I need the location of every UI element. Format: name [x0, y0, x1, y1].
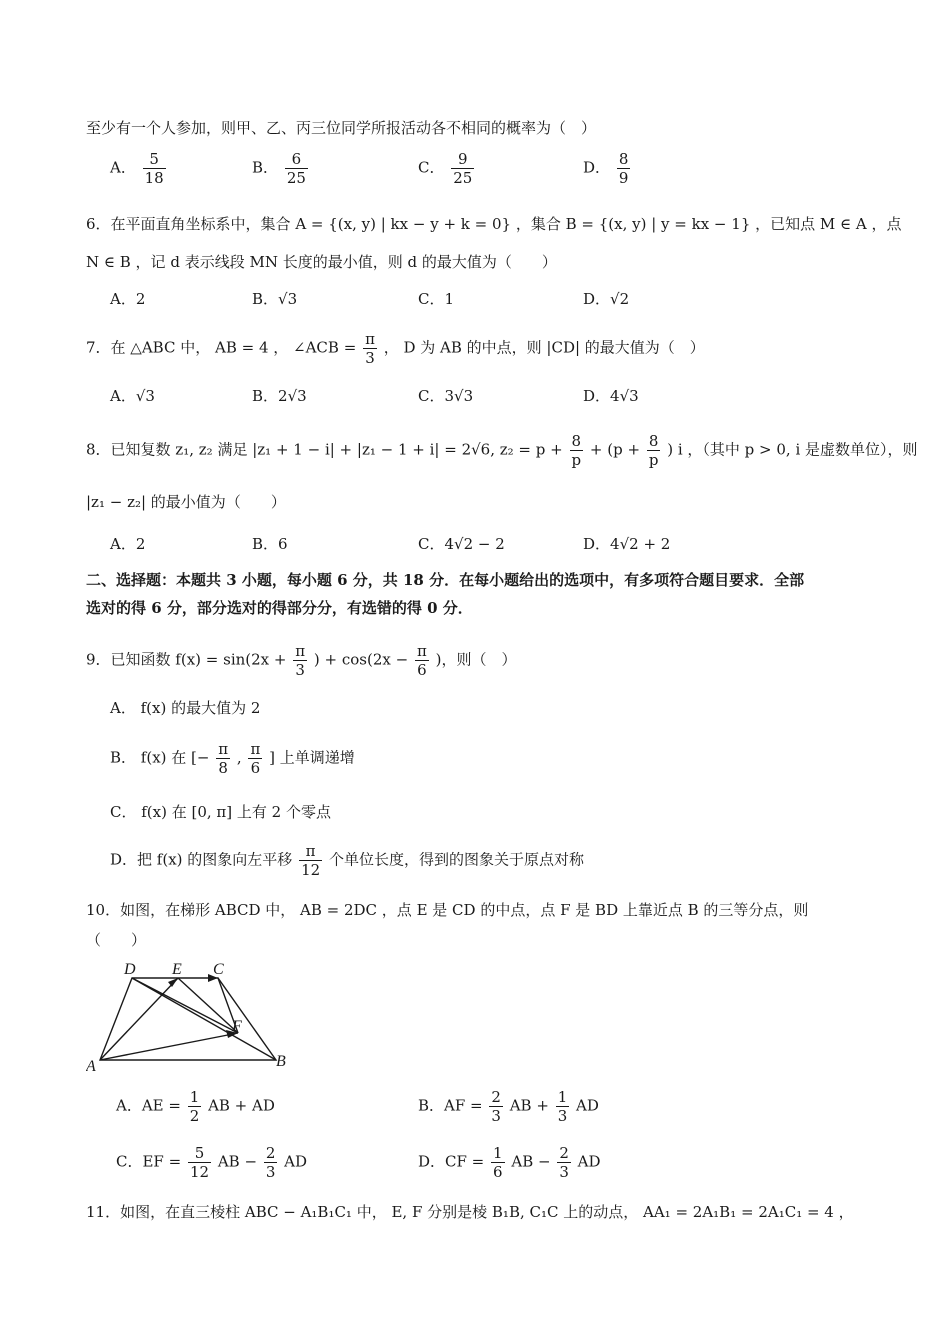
- q6-option-a: A．2: [110, 290, 146, 308]
- label-e: E: [172, 961, 182, 978]
- q7-option-a: A．√3: [110, 387, 155, 405]
- q7-option-c: C．3√3: [418, 387, 474, 405]
- q10-line2: （ ）: [86, 931, 147, 949]
- label-f: F: [232, 1018, 242, 1035]
- vector-af: [100, 1033, 238, 1060]
- trapezoid-outline: [100, 978, 276, 1060]
- fraction: $\frac{\pi}{3}$: [365, 330, 375, 367]
- q8-line2: |z₁ − z₂| 的最小值为（ ）: [86, 493, 286, 511]
- fraction: $\frac{6}{25}$: [286, 150, 306, 187]
- q9-option-b: B． f(x) 在 [− $\frac{\pi}{8}$ , $\frac{\pi}{6}$ ] 上单调递增: [110, 740, 355, 777]
- diagonal-db: [132, 978, 276, 1060]
- q5-option-b: B． $\frac{6}{25}$: [252, 150, 306, 187]
- fraction: $\frac{1}{6}$: [493, 1144, 503, 1181]
- q6-line1: 6．在平面直角坐标系中，集合 A = {(x, y) | kx − y + k = 0} ，集合 B = {(x, y) | y = kx − 1} ，已知点 M ∈ A ，点: [86, 215, 902, 233]
- q9-option-c: C． f(x) 在 [0, π] 上有 2 个零点: [110, 803, 331, 821]
- fraction: $\frac{5}{18}$: [144, 150, 164, 187]
- q10-option-b: B．AF = $\frac{2}{3}$ AB + $\frac{1}{3}$ AD: [418, 1088, 599, 1125]
- q5-option-c: C． $\frac{9}{25}$: [418, 150, 473, 187]
- q9-option-a: A． f(x) 的最大值为 2: [110, 699, 261, 717]
- q10-option-a: A．AE = $\frac{1}{2}$ AB + AD: [116, 1088, 275, 1125]
- q5-option-d: D． $\frac{8}{9}$: [583, 150, 629, 187]
- q9-stem: 9．已知函数 f(x) = sin(2x + $\frac{\pi}{3}$ ) + cos(2x − $\frac{\pi}{6}$ )，则（ ）: [86, 642, 517, 679]
- fraction: $\frac{\pi}{12}$: [301, 842, 321, 879]
- q10-option-c: C．EF = $\frac{5}{12}$ AB − $\frac{2}{3}$ AD: [116, 1144, 307, 1181]
- q10-option-d: D．CF = $\frac{1}{6}$ AB − $\frac{2}{3}$ AD: [418, 1144, 601, 1181]
- vector-df: [132, 978, 238, 1033]
- fraction: $\frac{\pi}{6}$: [250, 740, 261, 777]
- fraction: $\frac{2}{3}$: [559, 1144, 569, 1181]
- fraction: $\frac{9}{25}$: [453, 150, 473, 187]
- fraction: $\frac{2}{3}$: [265, 1144, 276, 1181]
- fraction: $\frac{8}{9}$: [618, 150, 629, 187]
- trapezoid-figure: [86, 960, 306, 1076]
- fraction: $\frac{8}{p}$: [571, 432, 582, 469]
- q8-option-c: C．4√2 − 2: [418, 535, 505, 553]
- section2-heading-line1: 二、选择题：本题共 3 小题，每小题 6 分，共 18 分．在每小题给出的选项中，有多项符合题目要求．全部: [86, 571, 805, 589]
- fraction: $\frac{2}{3}$: [491, 1088, 501, 1125]
- q11-line1: 11．如图，在直三棱柱 ABC − A₁B₁C₁ 中， E, F 分别是棱 B₁B, C₁C 上的动点， AA₁ = 2A₁B₁ = 2A₁C₁ = 4 ，: [86, 1203, 854, 1221]
- q7-stem: 7．在 △ABC 中， AB = 4 ， ∠ACB = $\frac{\pi}{3}$ ， D 为 AB 的中点，则 |CD| 的最大值为（ ）: [86, 330, 705, 367]
- q7-option-d: D．4√3: [583, 387, 639, 405]
- q7-option-b: B．2√3: [252, 387, 307, 405]
- fraction: $\frac{\pi}{6}$: [416, 642, 427, 679]
- q9-option-d: D．把 f(x) 的图象向左平移 $\frac{\pi}{12}$ 个单位长度，得到的图象关于原点对称: [110, 842, 584, 879]
- fraction: $\frac{8}{p}$: [648, 432, 659, 469]
- q5-option-a: A． $\frac{5}{18}$: [110, 150, 164, 187]
- q8-stem: 8．已知复数 z₁, z₂ 满足 |z₁ + 1 − i| + |z₁ − 1 + i| = 2√6, z₂ = p + $\frac{8}{p}$ + (p + $\frac{8}{p}$ ) i ，（其中 p > 0, i 是虚数单位），则: [86, 432, 918, 469]
- vector-ef: [178, 978, 238, 1033]
- fraction: $\frac{5}{12}$: [189, 1144, 210, 1181]
- label-b: B: [276, 1053, 286, 1070]
- q6-option-c: C．1: [418, 290, 455, 308]
- q6-option-b: B．√3: [252, 290, 298, 308]
- label-a: A: [86, 1058, 96, 1075]
- q8-option-d: D．4√2 + 2: [583, 535, 671, 553]
- fraction: $\frac{\pi}{3}$: [295, 642, 306, 679]
- q6-line2: N ∈ B ，记 d 表示线段 MN 长度的最小值，则 d 的最大值为（ ）: [86, 253, 557, 271]
- q10-line1: 10．如图，在梯形 ABCD 中， AB = 2DC ，点 E 是 CD 的中点，点 F 是 BD 上靠近点 B 的三等分点，则: [86, 901, 809, 919]
- q5-continuation: 至少有一个人参加，则甲、乙、丙三位同学所报活动各不相同的概率为（ ）: [86, 119, 597, 137]
- fraction: $\frac{\pi}{8}$: [218, 740, 229, 777]
- fraction: $\frac{1}{2}$: [189, 1088, 200, 1125]
- section2-heading-line2: 选对的得 6 分，部分选对的得部分分，有选错的得 0 分．: [86, 599, 473, 617]
- fraction: $\frac{1}{3}$: [557, 1088, 568, 1125]
- q6-option-d: D．√2: [583, 290, 630, 308]
- label-c: C: [213, 961, 224, 978]
- arrowhead-e: [168, 978, 178, 987]
- q8-option-a: A．2: [110, 535, 146, 553]
- label-d: D: [124, 961, 136, 978]
- q8-option-b: B．6: [252, 535, 288, 553]
